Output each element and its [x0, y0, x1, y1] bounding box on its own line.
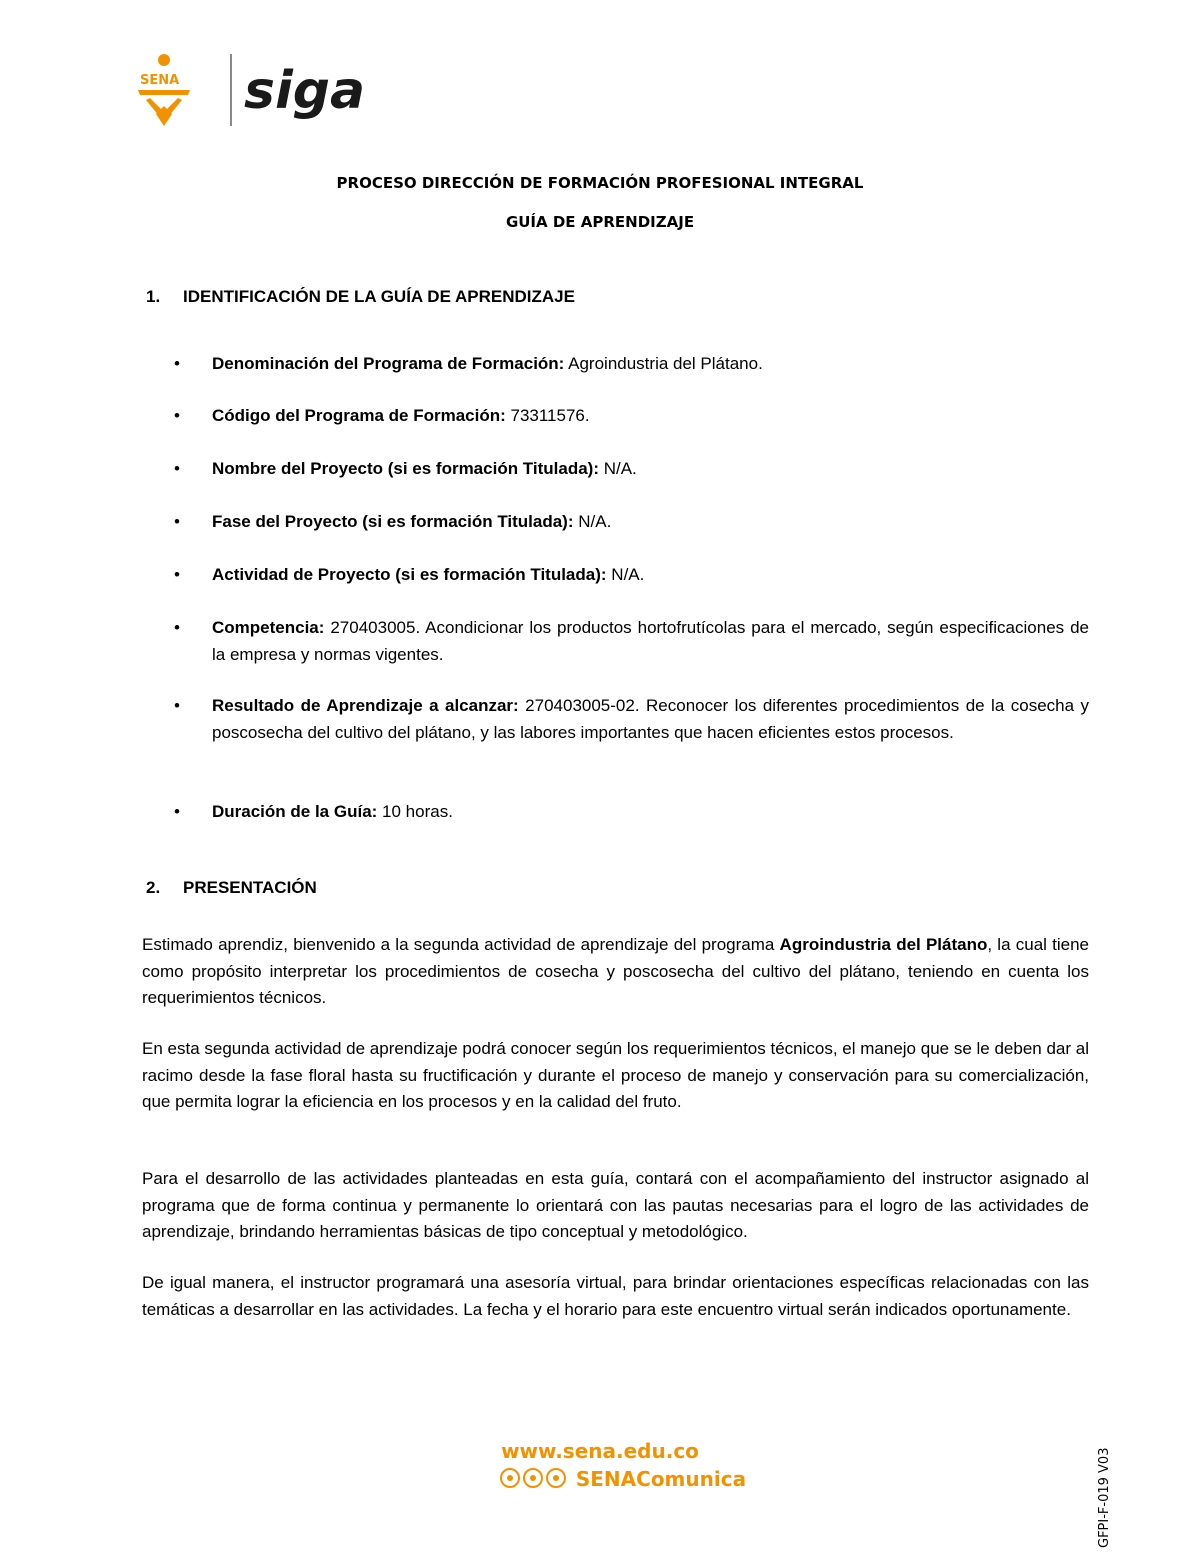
- bullet-icon: •: [174, 696, 180, 715]
- item-value: N/A.: [573, 512, 612, 531]
- document-title: GUÍA DE APRENDIZAJE: [505, 213, 695, 231]
- item-label: Denominación del Programa de Formación:: [212, 354, 565, 373]
- sena-emblem-icon: [138, 54, 190, 126]
- item-label: Duración de la Guía:: [212, 802, 378, 821]
- item-value: N/A.: [599, 459, 637, 478]
- form-code: GFPI-F-019 V03: [1097, 1447, 1112, 1548]
- item-label: Actividad de Proyecto (si es formación Titulada):: [212, 565, 607, 584]
- bullet-icon: •: [174, 459, 180, 478]
- item-label: Resultado de Aprendizaje a alcanzar:: [212, 696, 519, 715]
- list-item: [174, 456, 1089, 483]
- list-item: [174, 509, 1089, 536]
- bullet-icon: •: [174, 565, 180, 584]
- item-value: 73311576.: [505, 406, 590, 425]
- section-2-heading: [146, 878, 317, 898]
- item-label: Nombre del Proyecto (si es formación Titulada):: [212, 459, 599, 478]
- item-label: Competencia:: [212, 618, 325, 637]
- item-label: Código del Programa de Formación:: [212, 406, 506, 425]
- presentation-paragraph-3: Para el desarrollo de las actividades planteadas en esta guía, contará con el acompañamiento del instructor asignado al programa que de forma continua y permanente lo orientará con las pautas necesarias para el logro de las actividades de aprendizaje, brindando herramientas básicas de tipo conceptual y metodológico.: [142, 1169, 1089, 1241]
- list-item: [174, 799, 1089, 826]
- item-value: 10 horas.: [377, 802, 453, 821]
- facebook-icon[interactable]: [546, 1468, 566, 1488]
- item-value: 270403005-02. Reconocer los diferentes procedimientos de la cosecha y poscosecha del cultivo del plátano, y las labores importantes que hacen eficientes estos procesos.: [212, 696, 1090, 742]
- section-title: PRESENTACIÓN: [183, 878, 317, 897]
- website-link[interactable]: www.sena.edu.co: [501, 1439, 699, 1463]
- bullet-icon: •: [174, 406, 180, 425]
- bullet-icon: •: [174, 512, 180, 531]
- presentation-paragraph-4: De igual manera, el instructor programará una asesoría virtual, para brindar orientaciones específicas relacionadas con las temáticas a desarrollar en las actividades. La fecha y el horario para este encuentro virtual serán indicados oportunamente.: [142, 1273, 1089, 1319]
- section-title: IDENTIFICACIÓN DE LA GUÍA DE APRENDIZAJE: [183, 287, 575, 306]
- presentation-paragraph-2: En esta segunda actividad de aprendizaje podrá conocer según los requerimientos técnicos, el manejo que se le deben dar al racimo desde la fase floral hasta su fructificación y durante el proceso de manejo y conservación para su comercialización, que permita lograr la eficiencia en los procesos y en la calidad del fruto.: [142, 1039, 1089, 1111]
- paragraph-text: , la cual tiene como propósito interpretar los procedimientos de cosecha y poscosecha del cultivo del plátano, teniendo en cuenta los requerimientos técnicos.: [142, 935, 1089, 1007]
- bullet-icon: •: [174, 618, 180, 637]
- presentation-paragraph-1: [142, 932, 1089, 1012]
- bullet-icon: •: [174, 802, 180, 821]
- item-label: Fase del Proyecto (si es formación Titulada):: [212, 512, 574, 531]
- list-item: [174, 403, 1089, 430]
- twitter-icon[interactable]: [500, 1468, 520, 1488]
- siga-logo-text: siga: [244, 61, 366, 121]
- process-title: PROCESO DIRECCIÓN DE FORMACIÓN PROFESIONAL INTEGRAL: [336, 174, 864, 192]
- section-number: 1.: [146, 287, 161, 306]
- section-1-heading: [146, 287, 575, 307]
- instagram-icon[interactable]: [523, 1468, 543, 1488]
- list-item: [174, 615, 1089, 668]
- list-item: [174, 351, 1089, 378]
- sena-siga-logo: [136, 50, 376, 132]
- section-number: 2.: [146, 878, 161, 897]
- item-value: N/A.: [606, 565, 645, 584]
- list-item: [174, 693, 1090, 746]
- sena-logo-text: SENA: [140, 73, 180, 88]
- item-value: 270403005. Acondicionar los productos hortofrutícolas para el mercado, según especificaciones de la empresa y normas vigentes.: [212, 618, 1089, 664]
- program-name: Agroindustria del Plátano: [779, 935, 988, 954]
- list-item: [174, 562, 1089, 589]
- item-value: Agroindustria del Plátano.: [564, 354, 763, 373]
- social-line: [0, 1467, 1200, 1491]
- paragraph-text: Estimado aprendiz, bienvenido a la segunda actividad de aprendizaje del programa: [142, 935, 780, 954]
- bullet-icon: •: [174, 354, 180, 373]
- social-handle: SENAComunica: [575, 1467, 747, 1491]
